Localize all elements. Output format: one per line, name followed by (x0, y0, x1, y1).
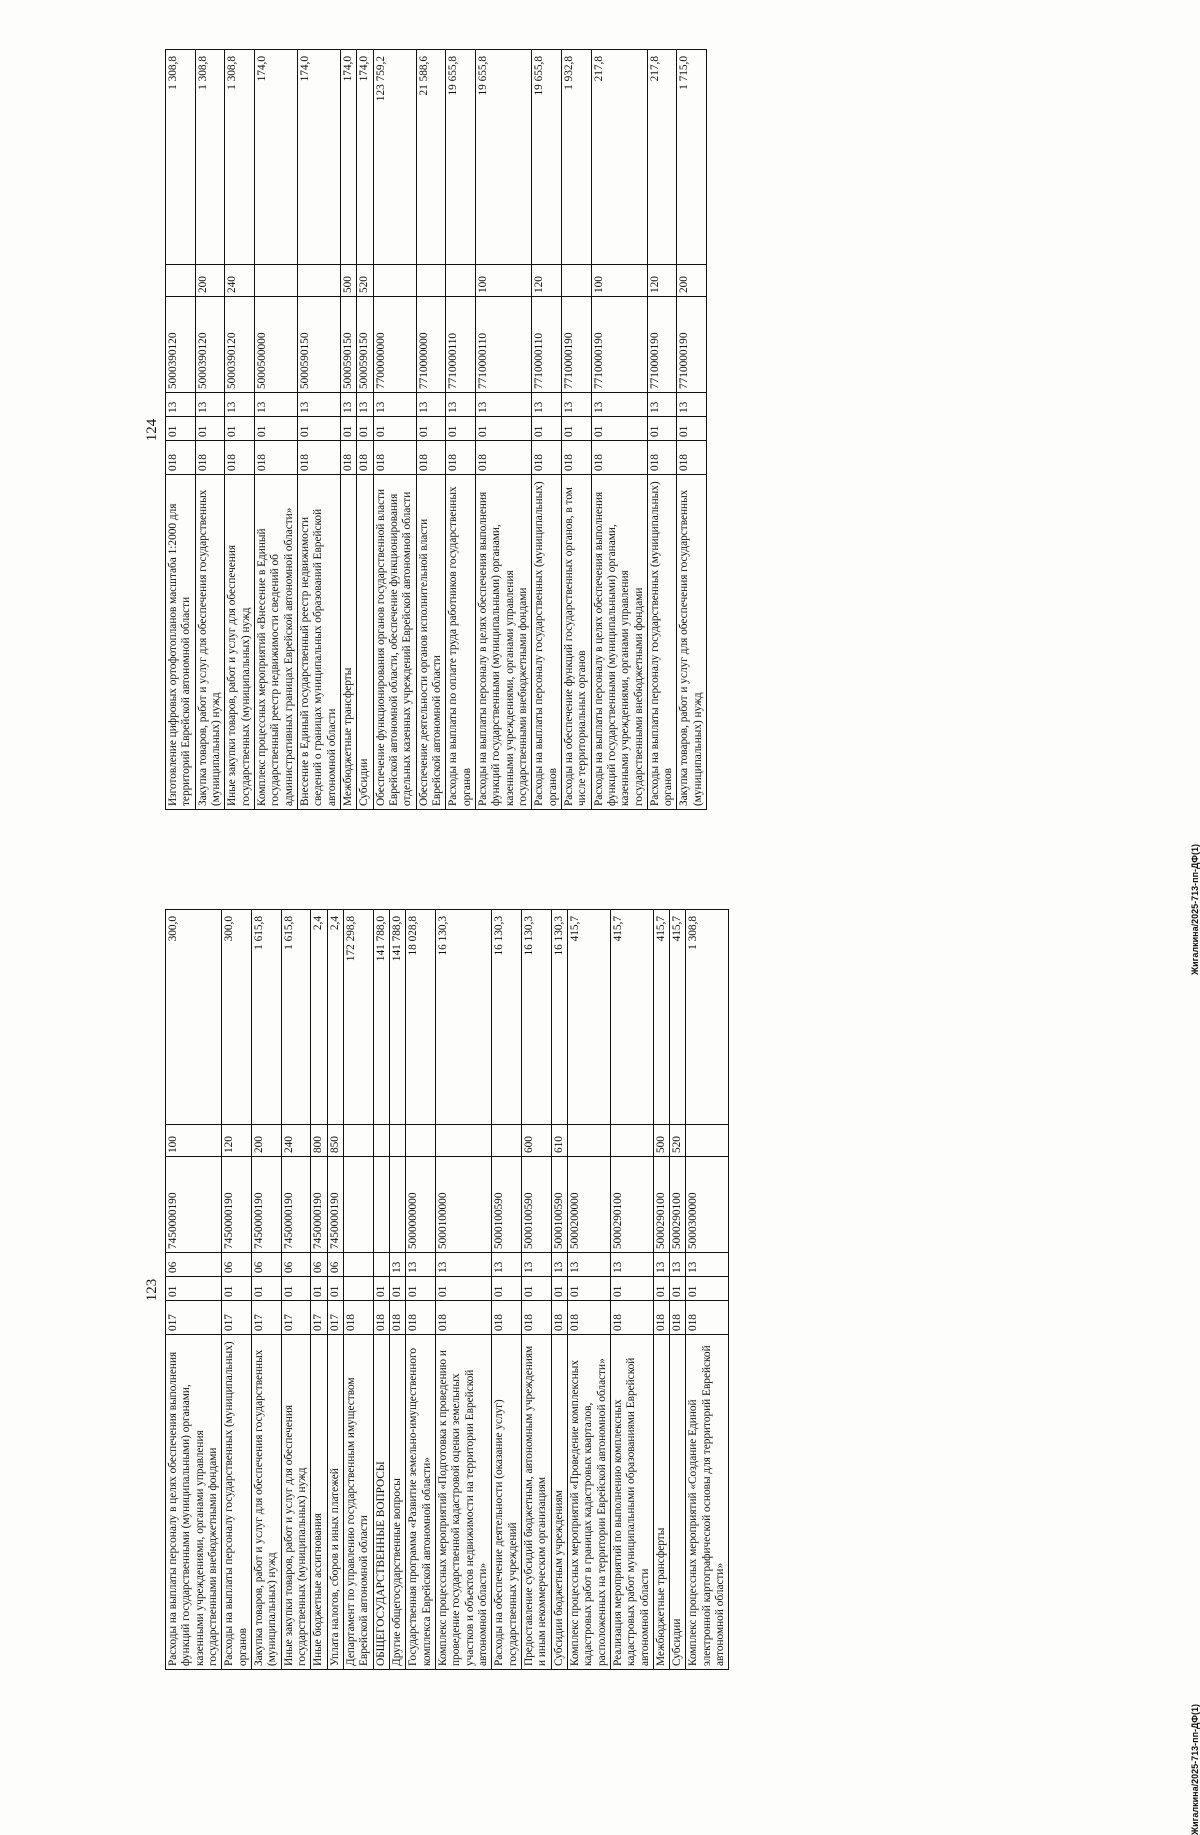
target-article-code: 5000390120 (195, 297, 225, 393)
row-name: Обеспечение деятельности органов исполнительной власти Еврейской автономной области (416, 475, 446, 810)
ministry-code: 018 (647, 441, 677, 475)
section-code: 01 (373, 1277, 389, 1301)
row-name: Расходы на выплаты персоналу государственных (муниципальных) органов (532, 475, 562, 810)
row-name: Закупка товаров, работ и услуг для обеспечения государственных (муниципальных) нужд (251, 1335, 281, 1670)
expense-type-code: 500 (340, 265, 356, 297)
section-code (343, 1277, 373, 1301)
expense-type-code: 100 (591, 265, 647, 297)
subsection-code: 13 (492, 1253, 522, 1277)
section-code: 01 (677, 417, 707, 441)
ministry-code: 018 (521, 1301, 551, 1335)
expense-type-code (254, 265, 297, 297)
amount: 300,0 (222, 910, 252, 1125)
expense-type-code (389, 1125, 405, 1157)
page-124 (140, 50, 1140, 810)
row-name: Департамент по управлению государственным имуществом Еврейской автономной области (343, 1335, 373, 1670)
amount: 174,0 (340, 50, 356, 265)
ministry-code: 018 (225, 441, 255, 475)
subsection-code: 13 (591, 393, 647, 417)
table-row (222, 910, 252, 1670)
target-article-code: 5000390120 (166, 297, 196, 393)
target-article-code: 5000100000 (435, 1157, 491, 1253)
amount: 2,4 (327, 910, 343, 1125)
subsection-code: 13 (551, 1253, 567, 1277)
row-name: Иные бюджетные ассигнования (311, 1335, 327, 1670)
row-name: Комплекс процессных мероприятий «Проведение комплексных кадастровых работ в границах кадастровых кварталов, расположенных на территории Еврейской автономной области» (567, 1335, 610, 1670)
section-code: 01 (340, 417, 356, 441)
table-row (254, 50, 297, 810)
amount: 2,4 (311, 910, 327, 1125)
ministry-code: 018 (416, 441, 446, 475)
expense-type-code (406, 1125, 436, 1157)
target-article-code: 7450000190 (166, 1157, 222, 1253)
table-row (357, 50, 373, 810)
target-article-code (373, 1157, 389, 1253)
target-article-code: 7710000110 (446, 297, 476, 393)
expense-type-code (686, 1125, 729, 1157)
section-code: 01 (551, 1277, 567, 1301)
target-article-code: 7450000190 (222, 1157, 252, 1253)
subsection-code: 13 (532, 393, 562, 417)
budget-table-body (166, 50, 707, 810)
amount: 415,7 (567, 910, 610, 1125)
section-code: 01 (311, 1277, 327, 1301)
row-name: Комплекс процессных мероприятий «Создание Единой электронной картографической основы для территорий Еврейской автономной области» (686, 1335, 729, 1670)
table-row (686, 910, 729, 1670)
table-row (340, 50, 356, 810)
amount: 19 655,8 (532, 50, 562, 265)
amount: 415,7 (670, 910, 686, 1125)
subsection-code: 13 (686, 1253, 729, 1277)
row-name: Другие общегосударственные вопросы (389, 1335, 405, 1670)
expense-type-code (446, 265, 476, 297)
target-article-code: 5000100590 (492, 1157, 522, 1253)
ministry-code: 018 (340, 441, 356, 475)
expense-type-code (166, 265, 196, 297)
row-name: Расходы на выплаты персоналу государственных (муниципальных) органов (647, 475, 677, 810)
subsection-code: 13 (610, 1253, 653, 1277)
table-row (327, 910, 343, 1670)
ministry-code: 017 (166, 1301, 222, 1335)
ministry-code: 018 (610, 1301, 653, 1335)
subsection-code: 13 (373, 393, 416, 417)
subsection-code (373, 1253, 389, 1277)
ministry-code: 018 (561, 441, 591, 475)
target-article-code: 5000590150 (340, 297, 356, 393)
table-row (225, 50, 255, 810)
target-article-code: 7700000000 (373, 297, 416, 393)
section-code: 01 (281, 1277, 311, 1301)
amount: 1 615,8 (251, 910, 281, 1125)
ministry-code: 018 (373, 441, 416, 475)
expense-type-code: 120 (222, 1125, 252, 1157)
table-row (551, 910, 567, 1670)
row-name: Межбюджетные трансферты (653, 1335, 669, 1670)
section-code: 01 (670, 1277, 686, 1301)
section-code: 01 (532, 417, 562, 441)
section-code: 01 (389, 1277, 405, 1301)
ministry-code: 018 (532, 441, 562, 475)
table-row (311, 910, 327, 1670)
target-article-code: 7710000190 (677, 297, 707, 393)
ministry-code: 017 (281, 1301, 311, 1335)
expense-type-code: 610 (551, 1125, 567, 1157)
amount: 415,7 (653, 910, 669, 1125)
subsection-code: 13 (254, 393, 297, 417)
section-code: 01 (475, 417, 531, 441)
target-article-code: 7450000190 (327, 1157, 343, 1253)
subsection-code: 06 (166, 1253, 222, 1277)
row-name: Расходы на выплаты персоналу в целях обеспечения выполнения функций государственными (муниципальными) органами, казенными учреждениями, органами управления государственными внебюджетными фондами (475, 475, 531, 810)
amount: 1 308,8 (225, 50, 255, 265)
table-row (343, 910, 373, 1670)
section-code: 01 (222, 1277, 252, 1301)
table-row (591, 50, 647, 810)
page-123 (140, 910, 1140, 1670)
ministry-code: 018 (492, 1301, 522, 1335)
expense-type-code: 120 (532, 265, 562, 297)
row-name: Иные закупки товаров, работ и услуг для обеспечения государственных (муниципальных) нужд (281, 1335, 311, 1670)
row-name: Закупка товаров, работ и услуг для обеспечения государственных (муниципальных) нужд (677, 475, 707, 810)
ministry-code: 018 (591, 441, 647, 475)
amount: 16 130,3 (521, 910, 551, 1125)
target-article-code (389, 1157, 405, 1253)
table-row (521, 910, 551, 1670)
table-row (435, 910, 491, 1670)
expense-type-code: 850 (327, 1125, 343, 1157)
ministry-code: 018 (677, 441, 707, 475)
ministry-code: 018 (373, 1301, 389, 1335)
row-name: Расходы на выплаты персоналу государственных (муниципальных) органов (222, 1335, 252, 1670)
row-name: Комплекс процессных мероприятий «Внесение в Единый государственный реестр недвижимости сведений об административных границах Еврейской автономной области» (254, 475, 297, 810)
amount: 1 308,8 (686, 910, 729, 1125)
ministry-code: 018 (446, 441, 476, 475)
target-article-code: 7450000190 (251, 1157, 281, 1253)
section-code: 01 (166, 1277, 222, 1301)
section-code: 01 (492, 1277, 522, 1301)
row-name: ОБЩЕГОСУДАРСТВЕННЫЕ ВОПРОСЫ (373, 1335, 389, 1670)
ministry-code: 018 (297, 441, 340, 475)
subsection-code: 13 (647, 393, 677, 417)
section-code: 01 (327, 1277, 343, 1301)
expense-type-code (567, 1125, 610, 1157)
expense-type-code (373, 1125, 389, 1157)
table-row (677, 50, 707, 810)
table-row (251, 910, 281, 1670)
expense-type-code (373, 265, 416, 297)
row-name: Предоставление субсидий бюджетным, автономным учреждениям и иным некоммерческим организациям (521, 1335, 551, 1670)
section-code: 01 (416, 417, 446, 441)
subsection-code: 13 (406, 1253, 436, 1277)
amount: 16 130,3 (435, 910, 491, 1125)
row-name: Расходы на обеспечение деятельности (оказание услуг) государственных учреждений (492, 1335, 522, 1670)
target-article-code: 5000300000 (686, 1157, 729, 1253)
page-number: 123 (144, 1278, 160, 1302)
target-article-code: 5000290100 (670, 1157, 686, 1253)
amount: 217,8 (647, 50, 677, 265)
subsection-code (343, 1253, 373, 1277)
target-article-code: 5000590150 (357, 297, 373, 393)
section-code: 01 (195, 417, 225, 441)
table-row (561, 50, 591, 810)
row-name: Государственная программа «Развитие земельно-имущественного комплекса Еврейской автономной области» (406, 1335, 436, 1670)
target-article-code: 7710000000 (416, 297, 446, 393)
subsection-code: 13 (166, 393, 196, 417)
subsection-code: 13 (567, 1253, 610, 1277)
subsection-code: 13 (340, 393, 356, 417)
ministry-code: 018 (406, 1301, 436, 1335)
amount: 141 788,0 (389, 910, 405, 1125)
subsection-code: 06 (251, 1253, 281, 1277)
amount: 1 615,8 (281, 910, 311, 1125)
ministry-code: 018 (653, 1301, 669, 1335)
document-footer: Жигалкина/2025-713-пп-ДФ(1) (1190, 844, 1200, 975)
target-article-code: 5000100590 (551, 1157, 567, 1253)
target-article-code: 5000590150 (297, 297, 340, 393)
subsection-code: 13 (670, 1253, 686, 1277)
section-code: 01 (406, 1277, 436, 1301)
amount: 174,0 (357, 50, 373, 265)
subsection-code: 13 (435, 1253, 491, 1277)
row-name: Изготовление цифровых ортофотопланов масштаба 1:2000 для территорий Еврейской автономной области (166, 475, 196, 810)
section-code: 01 (446, 417, 476, 441)
ministry-code: 018 (551, 1301, 567, 1335)
subsection-code: 13 (416, 393, 446, 417)
row-name: Комплекс процессных мероприятий «Подготовка к проведению и проведение государственной кадастровой оценки земельных участков и объектов недвижимости на территории Еврейской автономной области» (435, 1335, 491, 1670)
subsection-code: 13 (475, 393, 531, 417)
ministry-code: 018 (343, 1301, 373, 1335)
expense-type-code: 200 (195, 265, 225, 297)
target-article-code: 7710000190 (591, 297, 647, 393)
table-row (416, 50, 446, 810)
subsection-code: 06 (311, 1253, 327, 1277)
section-code: 01 (653, 1277, 669, 1301)
expense-type-code: 800 (311, 1125, 327, 1157)
expense-type-code: 600 (521, 1125, 551, 1157)
ministry-code: 018 (435, 1301, 491, 1335)
table-row (647, 50, 677, 810)
row-name: Расходы на выплаты персоналу в целях обеспечения выполнения функций государственными (муниципальными) органами, казенными учреждениями, органами управления государственными внебюджетными фондами (591, 475, 647, 810)
section-code: 01 (435, 1277, 491, 1301)
target-article-code: 7710000190 (647, 297, 677, 393)
section-code: 01 (591, 417, 647, 441)
amount: 16 130,3 (492, 910, 522, 1125)
section-code: 01 (254, 417, 297, 441)
amount: 415,7 (610, 910, 653, 1125)
subsection-code: 06 (281, 1253, 311, 1277)
target-article-code: 5000290100 (610, 1157, 653, 1253)
section-code: 01 (567, 1277, 610, 1301)
ministry-code: 017 (327, 1301, 343, 1335)
row-name: Внесение в Единый государственный реестр недвижимости сведений о границах муниципальных образований Еврейской автономной области (297, 475, 340, 810)
amount: 1 715,0 (677, 50, 707, 265)
section-code: 01 (251, 1277, 281, 1301)
amount: 21 588,6 (416, 50, 446, 265)
table-row (406, 910, 436, 1670)
table-row (610, 910, 653, 1670)
subsection-code: 13 (446, 393, 476, 417)
row-name: Расходы на выплаты персоналу в целях обеспечения выполнения функций государственными (муниципальными) органами, казенными учреждениями, органами управления государственными внебюджетными фондами (166, 1335, 222, 1670)
table-row (653, 910, 669, 1670)
amount: 172 298,8 (343, 910, 373, 1125)
subsection-code: 13 (195, 393, 225, 417)
table-row (373, 910, 389, 1670)
row-name: Субсидии (357, 475, 373, 810)
section-code: 01 (225, 417, 255, 441)
amount: 18 028,8 (406, 910, 436, 1125)
document-footer: Жигалкина/2025-713-пп-ДФ(1) (1190, 1704, 1200, 1835)
target-article-code: 5000500000 (254, 297, 297, 393)
section-code: 01 (297, 417, 340, 441)
table-row (166, 50, 196, 810)
section-code: 01 (561, 417, 591, 441)
row-name: Межбюджетные трансферты (340, 475, 356, 810)
row-name: Расходы на обеспечение функций государственных органов, в том числе территориальных органов (561, 475, 591, 810)
amount: 1 932,8 (561, 50, 591, 265)
section-code: 01 (357, 417, 373, 441)
row-name: Реализация мероприятий по выполнению комплексных кадастровых работ муниципальными образованиями Еврейской автономной области (610, 1335, 653, 1670)
amount: 19 655,8 (475, 50, 531, 265)
budget-table-body (166, 910, 729, 1670)
expense-type-code (297, 265, 340, 297)
subsection-code: 06 (222, 1253, 252, 1277)
table-row (195, 50, 225, 810)
ministry-code: 018 (567, 1301, 610, 1335)
row-name: Иные закупки товаров, работ и услуг для обеспечения государственных (муниципальных) нужд (225, 475, 255, 810)
row-name: Закупка товаров, работ и услуг для обеспечения государственных (муниципальных) нужд (195, 475, 225, 810)
subsection-code: 13 (677, 393, 707, 417)
page-number: 124 (144, 418, 160, 442)
section-code: 01 (373, 417, 416, 441)
ministry-code: 018 (166, 441, 196, 475)
table-row (532, 50, 562, 810)
subsection-code: 13 (653, 1253, 669, 1277)
page-123-half (100, 860, 1200, 1835)
amount: 141 788,0 (373, 910, 389, 1125)
table-row (389, 910, 405, 1670)
table-row (166, 910, 222, 1670)
ministry-code: 018 (389, 1301, 405, 1335)
table-row (475, 50, 531, 810)
expense-type-code: 120 (647, 265, 677, 297)
section-code: 01 (686, 1277, 729, 1301)
ministry-code: 018 (686, 1301, 729, 1335)
subsection-code: 13 (297, 393, 340, 417)
table-row (670, 910, 686, 1670)
expense-type-code (610, 1125, 653, 1157)
target-article-code: 7710000110 (532, 297, 562, 393)
table-row (297, 50, 340, 810)
target-article-code: 7450000190 (281, 1157, 311, 1253)
subsection-code: 13 (521, 1253, 551, 1277)
row-name: Субсидии (670, 1335, 686, 1670)
ministry-code: 018 (670, 1301, 686, 1335)
expense-type-code (492, 1125, 522, 1157)
subsection-code: 13 (357, 393, 373, 417)
expense-type-code: 240 (281, 1125, 311, 1157)
target-article-code: 5000200000 (567, 1157, 610, 1253)
target-article-code: 5000390120 (225, 297, 255, 393)
target-article-code: 7710000190 (561, 297, 591, 393)
expense-type-code (435, 1125, 491, 1157)
expense-type-code: 200 (251, 1125, 281, 1157)
section-code: 01 (610, 1277, 653, 1301)
target-article-code (343, 1157, 373, 1253)
table-row (492, 910, 522, 1670)
target-article-code: 5000000000 (406, 1157, 436, 1253)
target-article-code: 7710000110 (475, 297, 531, 393)
row-name: Уплата налогов, сборов и иных платежей (327, 1335, 343, 1670)
expense-type-code: 240 (225, 265, 255, 297)
ministry-code: 018 (475, 441, 531, 475)
section-code: 01 (166, 417, 196, 441)
subsection-code: 13 (389, 1253, 405, 1277)
amount: 16 130,3 (551, 910, 567, 1125)
expense-type-code: 100 (475, 265, 531, 297)
target-article-code: 7450000190 (311, 1157, 327, 1253)
target-article-code: 5000100590 (521, 1157, 551, 1253)
expense-type-code (416, 265, 446, 297)
row-name: Расходы на выплаты по оплате труда работников государственных органов (446, 475, 476, 810)
subsection-code: 06 (327, 1253, 343, 1277)
expense-type-code: 500 (653, 1125, 669, 1157)
ministry-code: 017 (251, 1301, 281, 1335)
row-name: Субсидии бюджетным учреждениям (551, 1335, 567, 1670)
amount: 174,0 (297, 50, 340, 265)
expense-type-code: 520 (670, 1125, 686, 1157)
table-row (281, 910, 311, 1670)
table-row (567, 910, 610, 1670)
expense-type-code: 520 (357, 265, 373, 297)
target-article-code: 5000290100 (653, 1157, 669, 1253)
amount: 1 308,8 (166, 50, 196, 265)
expense-type-code (343, 1125, 373, 1157)
amount: 300,0 (166, 910, 222, 1125)
amount: 1 308,8 (195, 50, 225, 265)
ministry-code: 018 (254, 441, 297, 475)
subsection-code: 13 (561, 393, 591, 417)
amount: 217,8 (591, 50, 647, 265)
budget-table (165, 49, 707, 810)
budget-table (165, 909, 729, 1670)
table-row (373, 50, 416, 810)
ministry-code: 017 (311, 1301, 327, 1335)
section-code: 01 (647, 417, 677, 441)
subsection-code: 13 (225, 393, 255, 417)
expense-type-code (561, 265, 591, 297)
ministry-code: 017 (222, 1301, 252, 1335)
table-row (446, 50, 476, 810)
ministry-code: 018 (357, 441, 373, 475)
row-name: Обеспечение функционирования органов государственной власти Еврейской автономной области, обеспечение функционирования отдельных казенных учреждений Еврейской автономной области (373, 475, 416, 810)
amount: 123 759,2 (373, 50, 416, 265)
amount: 174,0 (254, 50, 297, 265)
ministry-code: 018 (195, 441, 225, 475)
section-code: 01 (521, 1277, 551, 1301)
amount: 19 655,8 (446, 50, 476, 265)
expense-type-code: 100 (166, 1125, 222, 1157)
expense-type-code: 200 (677, 265, 707, 297)
